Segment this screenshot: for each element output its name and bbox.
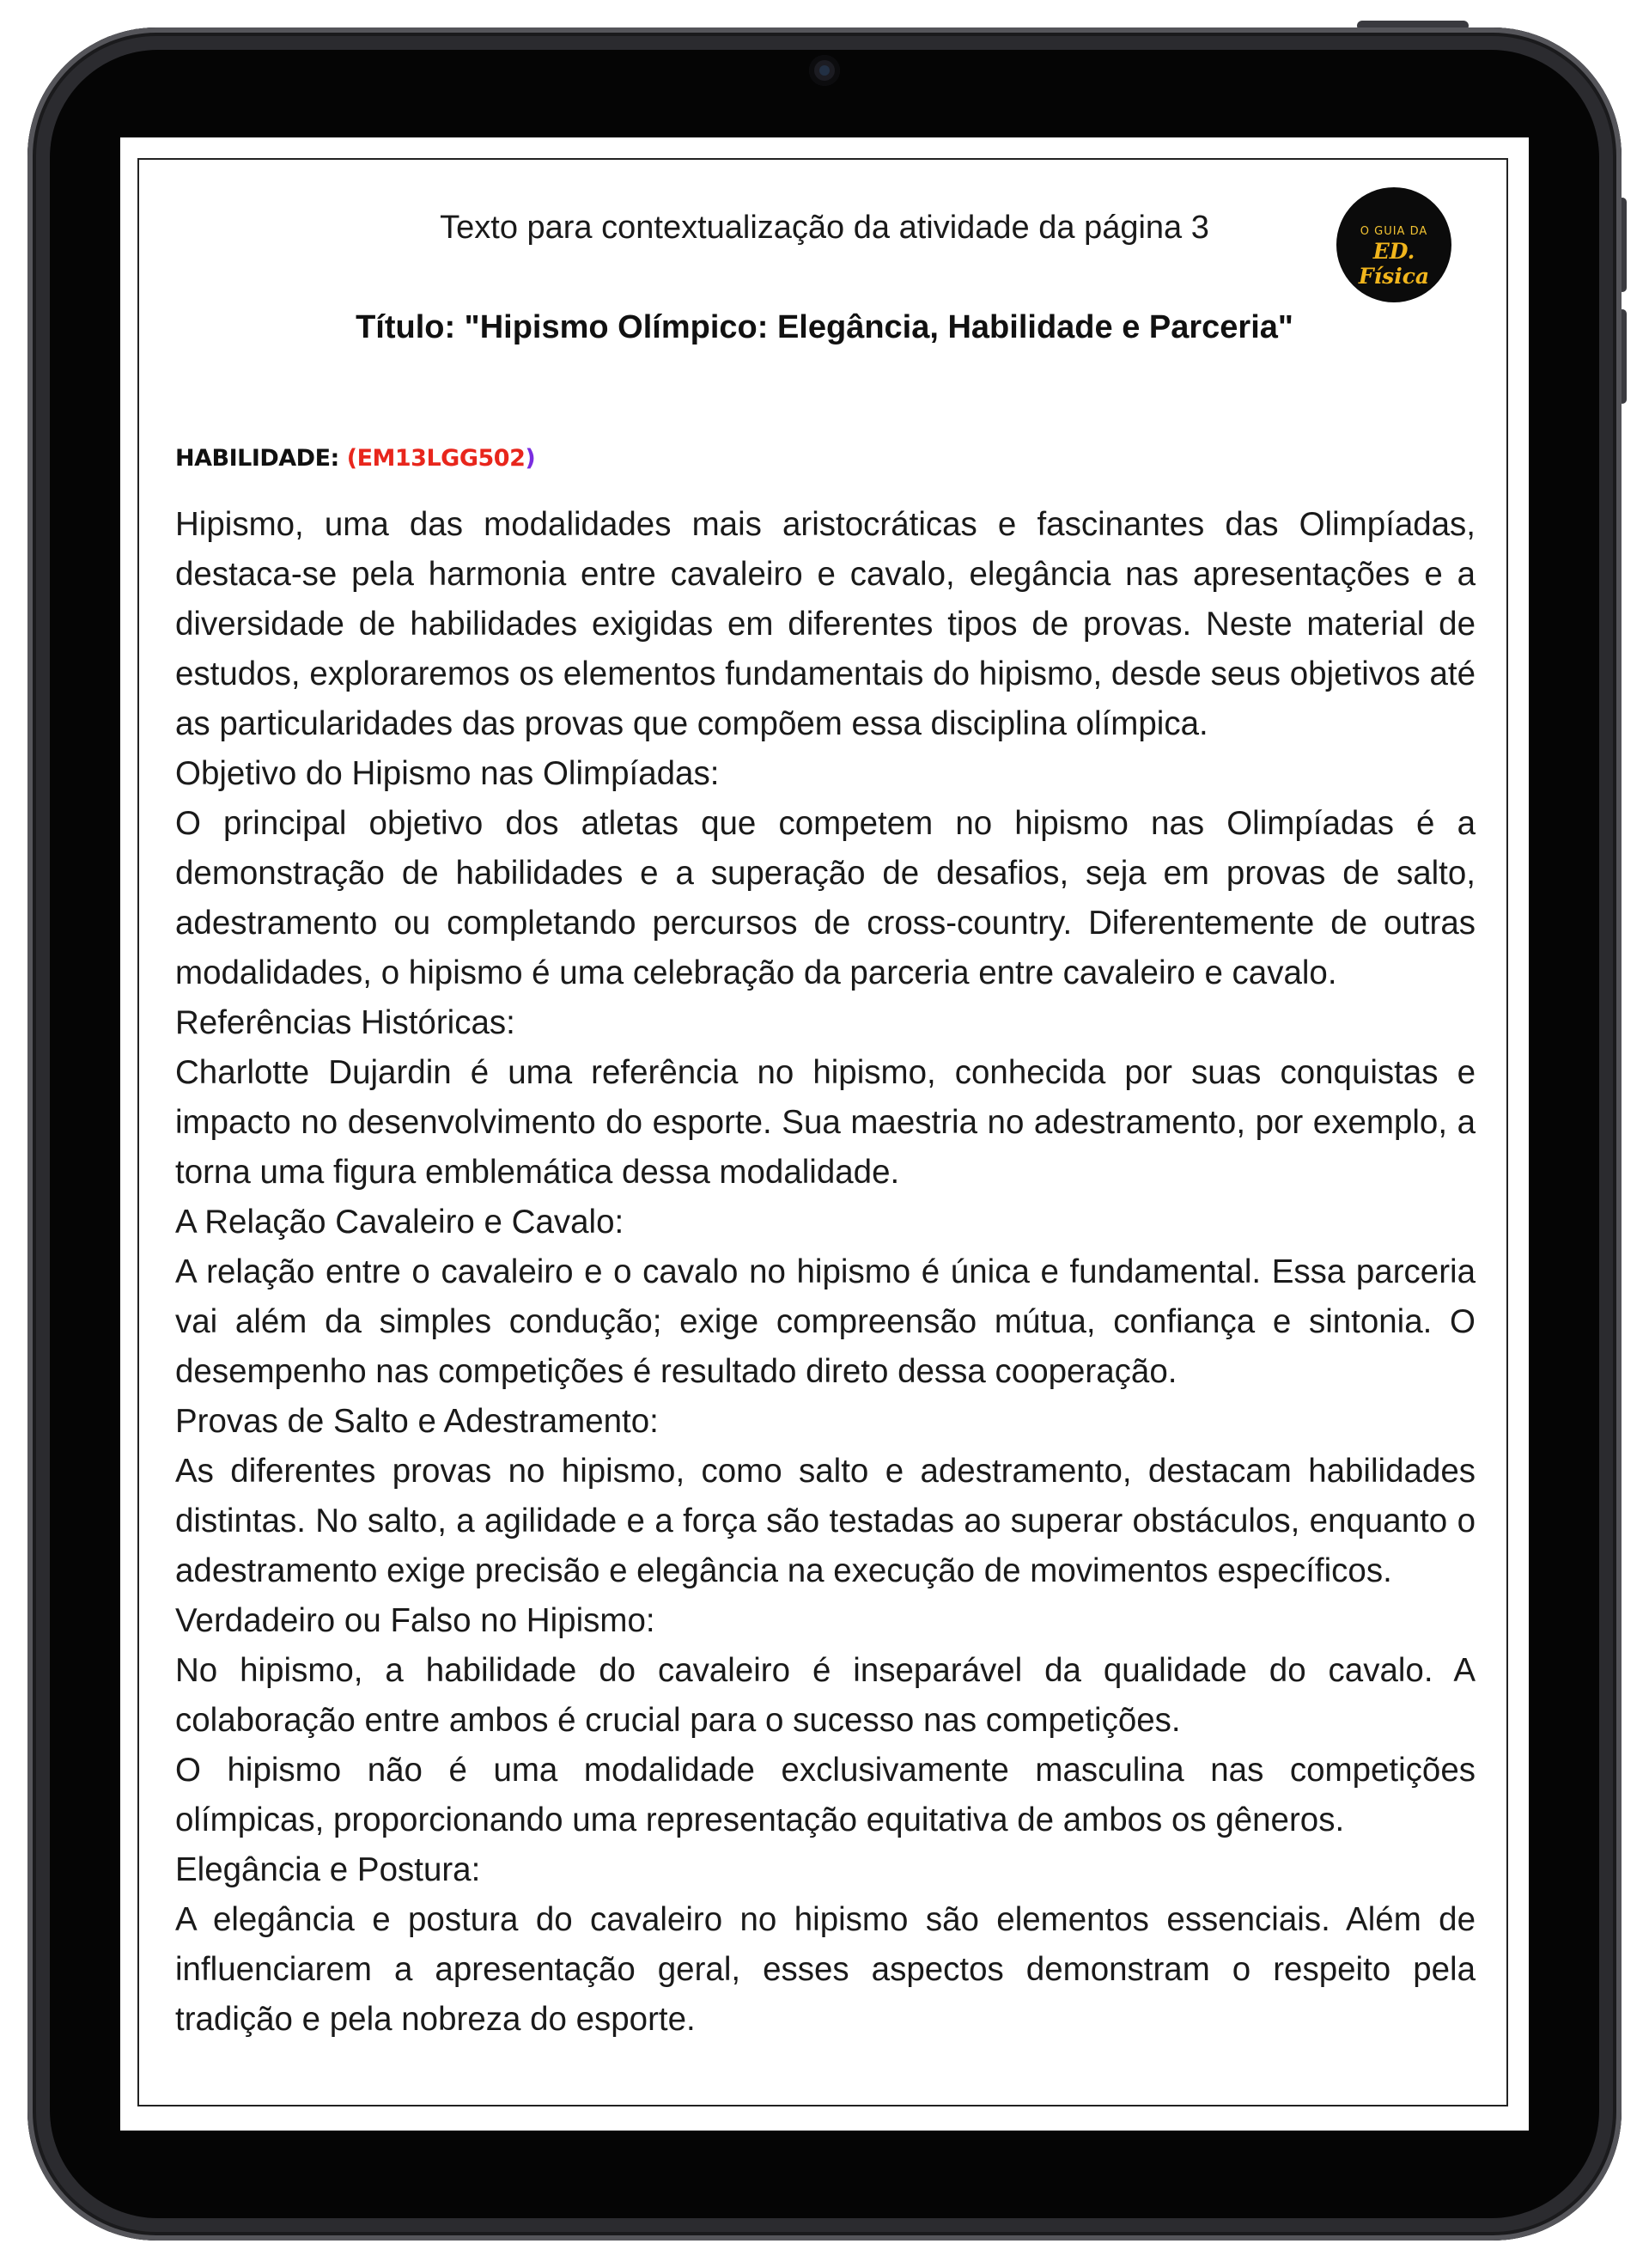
skill-label: HABILIDADE:: [175, 445, 347, 472]
skill-paren-close: ): [525, 445, 536, 472]
document-title: Título: "Hipismo Olímpico: Elegância, Habilidade e Parceria": [356, 309, 1293, 345]
tablet-screen: [120, 137, 1529, 2131]
skill-code: EM13LGG502: [356, 445, 526, 472]
skill-line: [175, 445, 535, 472]
brand-logo: [1336, 187, 1451, 302]
context-line: Texto para contextualização da atividade da página 3: [440, 210, 1209, 246]
camera-icon: [809, 55, 840, 86]
paragraph: A elegância e postura do cavaleiro no hipismo são elementos essenciais. Além de influenciarem a apresentação geral, esses aspectos demonstram o respeito pela tradição e pela nobreza do esporte.: [175, 1901, 1476, 2038]
body-text: [175, 500, 1476, 2045]
paragraph: Charlotte Dujardin é uma referência no hipismo, conhecida por suas conquistas e impacto no desenvolvimento do esporte. Sua maestria no adestramento, por exemplo, a torna uma figura emblemática dessa modalidade.: [175, 1054, 1476, 1191]
paragraph: O hipismo não é uma modalidade exclusivamente masculina nas competições olímpicas, proporcionando uma representação equitativa de ambos os gêneros.: [175, 1752, 1476, 1838]
paragraph: O principal objetivo dos atletas que competem no hipismo nas Olimpíadas é a demonstração de habilidades e a superação de desafios, seja em provas de salto, adestramento ou completando percursos de cross-country. Diferentemente de outras modalidades, o hipismo é uma celebração da parceria entre cavaleiro e cavalo.: [175, 805, 1476, 991]
paragraph: A relação entre o cavaleiro e o cavalo no hipismo é única e fundamental. Essa parceria vai além da simples condução; exige compreensão mútua, confiança e sintonia. O desempenho nas competições é resultado direto dessa cooperação.: [175, 1253, 1476, 1390]
section-heading: Referências Históricas:: [175, 1004, 515, 1041]
paragraph: No hipismo, a habilidade do cavaleiro é inseparável da qualidade do cavalo. A colaboração entre ambos é crucial para o sucesso nas competições.: [175, 1652, 1476, 1739]
skill-paren-open: (: [346, 445, 357, 472]
section-heading: Objetivo do Hipismo nas Olimpíadas:: [175, 755, 720, 792]
section-heading: Verdadeiro ou Falso no Hipismo:: [175, 1602, 655, 1639]
logo-main-text: ED. Física: [1358, 239, 1430, 289]
section-heading: Elegância e Postura:: [175, 1851, 481, 1888]
section-heading: Provas de Salto e Adestramento:: [175, 1403, 659, 1440]
section-heading: A Relação Cavaleiro e Cavalo:: [175, 1204, 624, 1241]
paragraph: Hipismo, uma das modalidades mais aristocráticas e fascinantes das Olimpíadas, destaca-se pela harmonia entre cavaleiro e cavalo, elegância nas apresentações e a diversidade de habilidades exigidas em diferentes tipos de provas. Neste material de estudos, exploraremos os elementos fundamentais do hipismo, desde seus objetivos até as particularidades das provas que compõem essa disciplina olímpica.: [175, 506, 1476, 742]
logo-top-text: O GUIA DA: [1360, 225, 1428, 238]
paragraph: As diferentes provas no hipismo, como salto e adestramento, destacam habilidades distintas. No salto, a agilidade e a força são testadas ao superar obstáculos, enquanto o adestramento exige precisão e elegância na execução de movimentos específicos.: [175, 1453, 1476, 1589]
